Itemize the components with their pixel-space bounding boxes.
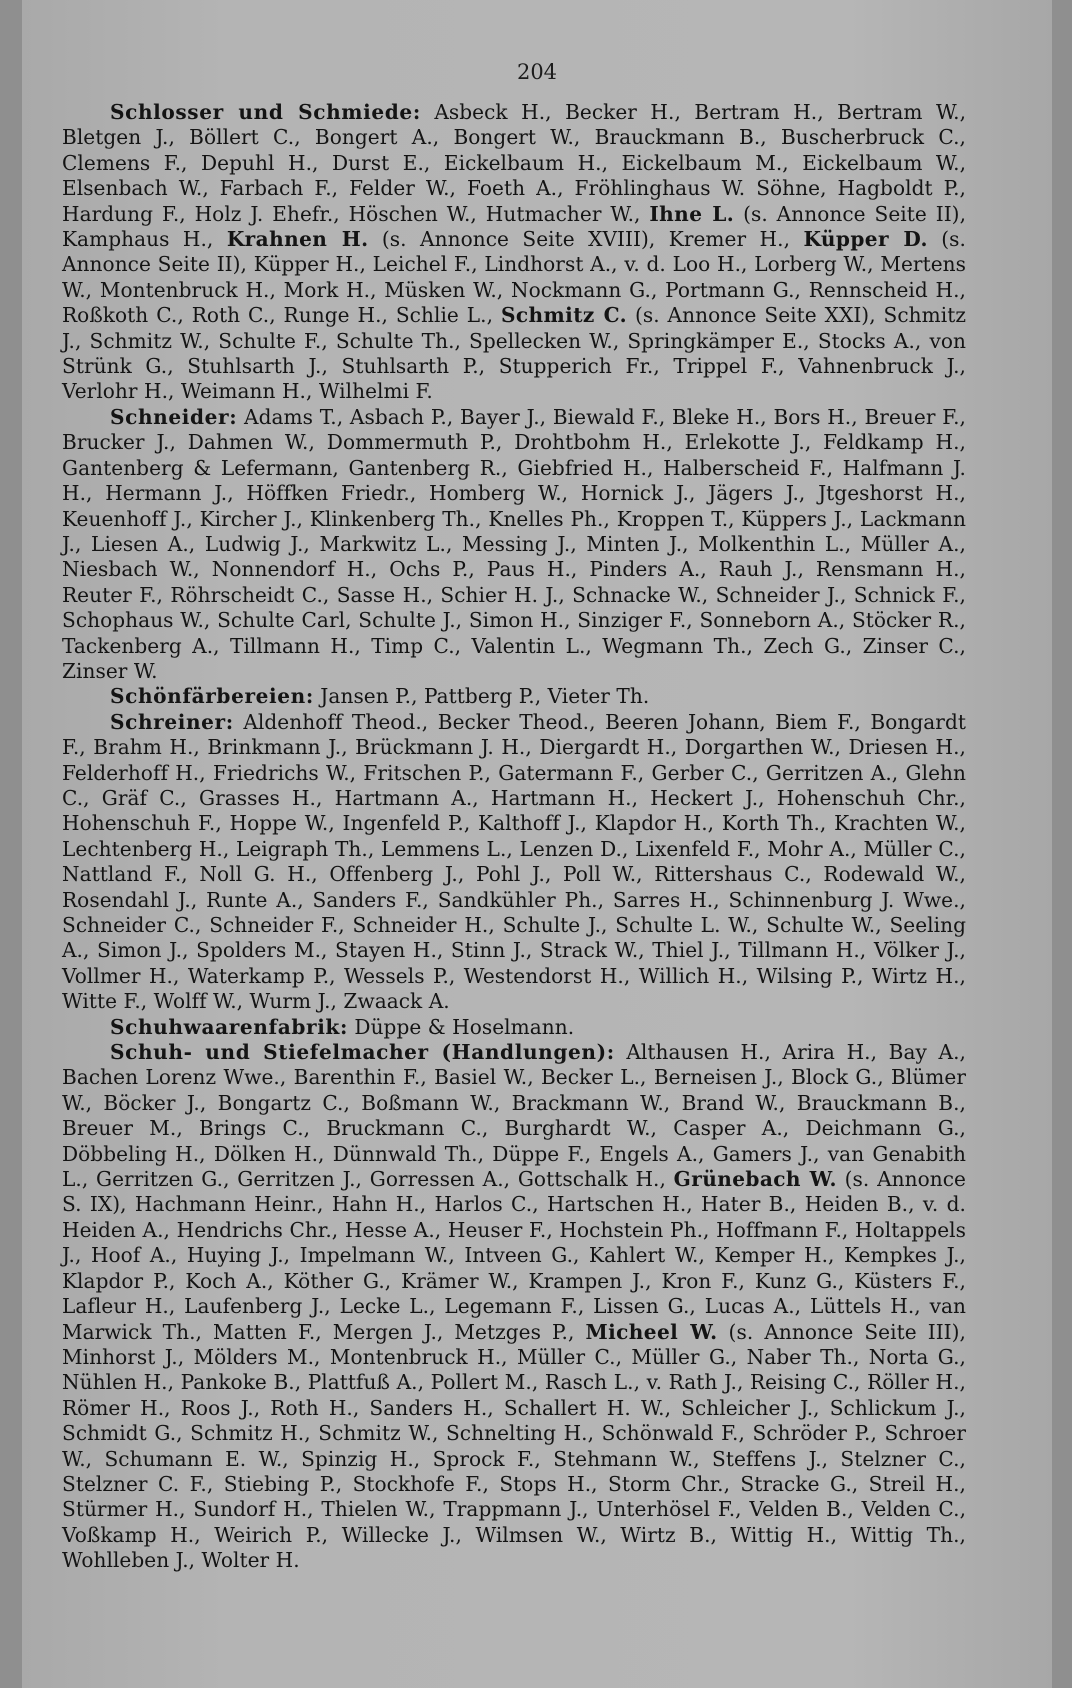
- directory-content: [62, 100, 966, 1574]
- entry-list: (s. Annonce Seite II), Kamphaus H.,: [62, 201, 967, 252]
- trade-section: [62, 710, 966, 1015]
- trade-heading: Schönfärbereien:: [110, 684, 314, 709]
- entry-list: (s. Annonce S. IX), Hachmann Heinr., Hahn H., Harlos C., Hartschen H., Hater B., Heiden B., v. d. Heiden A., Hendrichs Chr., Hesse A., Heuser F., Hochstein Ph., Hoffmann F., Holtappels J., Hoof A., Huying J., Impelmann W., Intveen G., Kahlert W., Kemper H., Kempkes J., Klapdor P., Koch A., Köther G., Krämer W., Krampen J., Kron F., Kunz G., Küsters F., Lafleur H., Laufenberg J., Lecke L., Legemann F., Lissen G., Lucas A., Lüttels H., van Marwick Th., Matten F., Mergen J., Metzges P.,: [62, 1167, 966, 1344]
- trade-section: [62, 684, 966, 709]
- entry-list: (s. Annonce Seite III), Minhorst J., Mölders M., Montenbruck H., Müller C., Müller G., Naber Th., Norta G., Nühlen H., Pankoke B., Plattfuß A., Pollert M., Rasch L., v. Rath J., Reising C., Röller H., Römer H., Roos J., Roth H., Sanders H., Schallert H. W., Schleicher J., Schlickum J., Schmidt G., Schmitz H., Schmitz W., Schnelting H., Schönwald F., Schröder P., Schroer W., Schumann E. W., Spinzig H., Sprock F., Stehmann W., Steffens J., Stelzner C., Stelzner C. F., Stiebing P., Stockhofe F., Stops H., Storm Chr., Stracke G., Streil H., Stürmer H., Sundorf H., Thielen W., Trappmann J., Unterhösel F., Velden B., Velden C., Voßkamp H., Weirich P., Willecke J., Wilmsen W., Wirtz B., Wittig H., Wittig Th., Wohlleben J., Wolter H.: [62, 1319, 966, 1573]
- entry-list: Althausen H., Arira H., Bay A., Bachen Lorenz Wwe., Barenthin F., Basiel W., Becker L., Berneisen J., Block G., Blümer W., Böcker J., Bongartz C., Boßmann W., Brackmann W., Brand W., Brauckmann B., Breuer M., Brings C., Bruckmann C., Burghardt W., Casper A., Deichmann G., Döbbeling H., Dölken H., Dünnwald Th., Düppe F., Engels A., Gamers J., van Genabith L., Gerritzen G., Gerritzen J., Gorressen A., Gottschalk H.,: [62, 1040, 966, 1192]
- advertiser-name: Ihne L.: [649, 201, 735, 226]
- trade-section: [62, 100, 966, 405]
- trade-heading: Schuh- und Stiefelmacher (Handlungen):: [110, 1040, 615, 1065]
- entry-list: (s. Annonce Seite XXI), Schmitz J., Schmitz W., Schulte F., Schulte Th., Spellecken W., Springkämper E., Stocks A., von Strünk G., Stuhlsarth J., Stuhlsarth P., Stupperich Fr., Trippel F., Vahnenbruck J., Verlohr H., Weimann H., Wilhelmi F.: [62, 303, 967, 404]
- trade-section: [62, 1015, 966, 1040]
- entry-list: Düppe & Hoselmann.: [347, 1014, 575, 1039]
- trade-heading: Schneider:: [110, 404, 238, 429]
- entry-list: Adams T., Asbach P., Bayer J., Biewald F., Bleke H., Bors H., Breuer F., Brucker J., Dahmen W., Dommermuth P., Drohtbohm H., Erlekotte J., Feldkamp H., Gantenberg & Lefermann, Gantenberg R., Giebfried H., Halberscheid F., Halfmann J. H., Hermann J., Höffken Friedr., Homberg W., Hornick J., Jägers J., Jtgeshorst H., Keuenhoff J., Kircher J., Klinkenberg Th., Knelles Ph., Kroppen T., Küppers J., Lackmann J., Liesen A., Ludwig J., Markwitz L., Messing J., Minten J., Molkenthin L., Müller A., Niesbach W., Nonnendorf H., Ochs P., Paus H., Pinders A., Rauh J., Rensmann H., Reuter F., Röhrscheidt C., Sasse H., Schier H. J., Schnacke W., Schneider J., Schnick F., Schophaus W., Schulte Carl, Schulte J., Simon H., Sinziger F., Sonneborn A., Stöcker R., Tackenberg A., Tillmann H., Timp C., Valentin L., Wegmann Th., Zech G., Zinser C., Zinser W.: [62, 404, 966, 683]
- advertiser-name: Krahnen H.: [226, 227, 369, 252]
- entry-list: (s. Annonce Seite XVIII), Kremer H.,: [368, 227, 804, 252]
- advertiser-name: Schmitz C.: [500, 303, 628, 328]
- advertiser-name: Küpper D.: [803, 227, 928, 252]
- trade-heading: Schreiner:: [110, 709, 234, 734]
- entry-list: (s. Annonce Seite II), Küpper H., Leichel F., Lindhorst A., v. d. Loo H., Lorberg W., Mertens W., Montenbruck H., Mork H., Müsken W., Nockmann G., Portmann G., Rennscheid H., Roßkoth C., Roth C., Runge H., Schlie L.,: [62, 227, 966, 328]
- trade-heading: Schuhwaarenfabrik:: [110, 1014, 348, 1039]
- directory-page: [22, 0, 1052, 1688]
- advertiser-name: Micheel W.: [585, 1319, 718, 1344]
- page-number: 204: [516, 60, 558, 84]
- trade-heading: Schlosser und Schmiede:: [110, 100, 421, 124]
- trade-section: [62, 405, 966, 684]
- trade-section: [62, 1040, 966, 1574]
- entry-list: Asbeck H., Becker H., Bertram H., Bertram W., Bletgen J., Böllert C., Bongert A., Bongert W., Brauckmann B., Buscherbruck C., Clemens F., Depuhl H., Durst E., Eickelbaum H., Eickelbaum M., Eickelbaum W., Elsenbach W., Farbach F., Felder W., Foeth A., Fröhlinghaus W. Söhne, Hagboldt P., Hardung F., Holz J. Ehefr., Höschen W., Hutmacher W.,: [62, 100, 967, 226]
- advertiser-name: Grünebach W.: [673, 1167, 837, 1192]
- entry-list: Jansen P., Pattberg P., Vieter Th.: [313, 684, 650, 709]
- entry-list: Aldenhoff Theod., Becker Theod., Beeren Johann, Biem F., Bongardt F., Brahm H., Brinkmann J., Brückmann J. H., Diergardt H., Dorgarthen W., Driesen H., Felderhoff H., Friedrichs W., Fritschen P., Gatermann F., Gerber C., Gerritzen A., Glehn C., Gräf C., Grasses H., Hartmann A., Hartmann H., Heckert J., Hohenschuh Chr., Hohenschuh F., Hoppe W., Ingenfeld P., Kalthoff J., Klapdor H., Korth Th., Krachten W., Lechtenberg H., Leigraph Th., Lemmens L., Lenzen D., Lixenfeld F., Mohr A., Müller C., Nattland F., Noll G. H., Offenberg J., Pohl J., Poll W., Rittershaus C., Rodewald W., Rosendahl J., Runte A., Sanders F., Sandkühler Ph., Sarres H., Schinnenburg J. Wwe., Schneider C., Schneider F., Schneider H., Schulte J., Schulte L. W., Schulte W., Seeling A., Simon J., Spolders M., Stayen H., Stinn J., Strack W., Thiel J., Tillmann H., Völker J., Vollmer H., Waterkamp P., Wessels P., Westendorst H., Willich H., Wilsing P., Wirtz H., Witte F., Wolff W., Wurm J., Zwaack A.: [62, 709, 966, 1014]
